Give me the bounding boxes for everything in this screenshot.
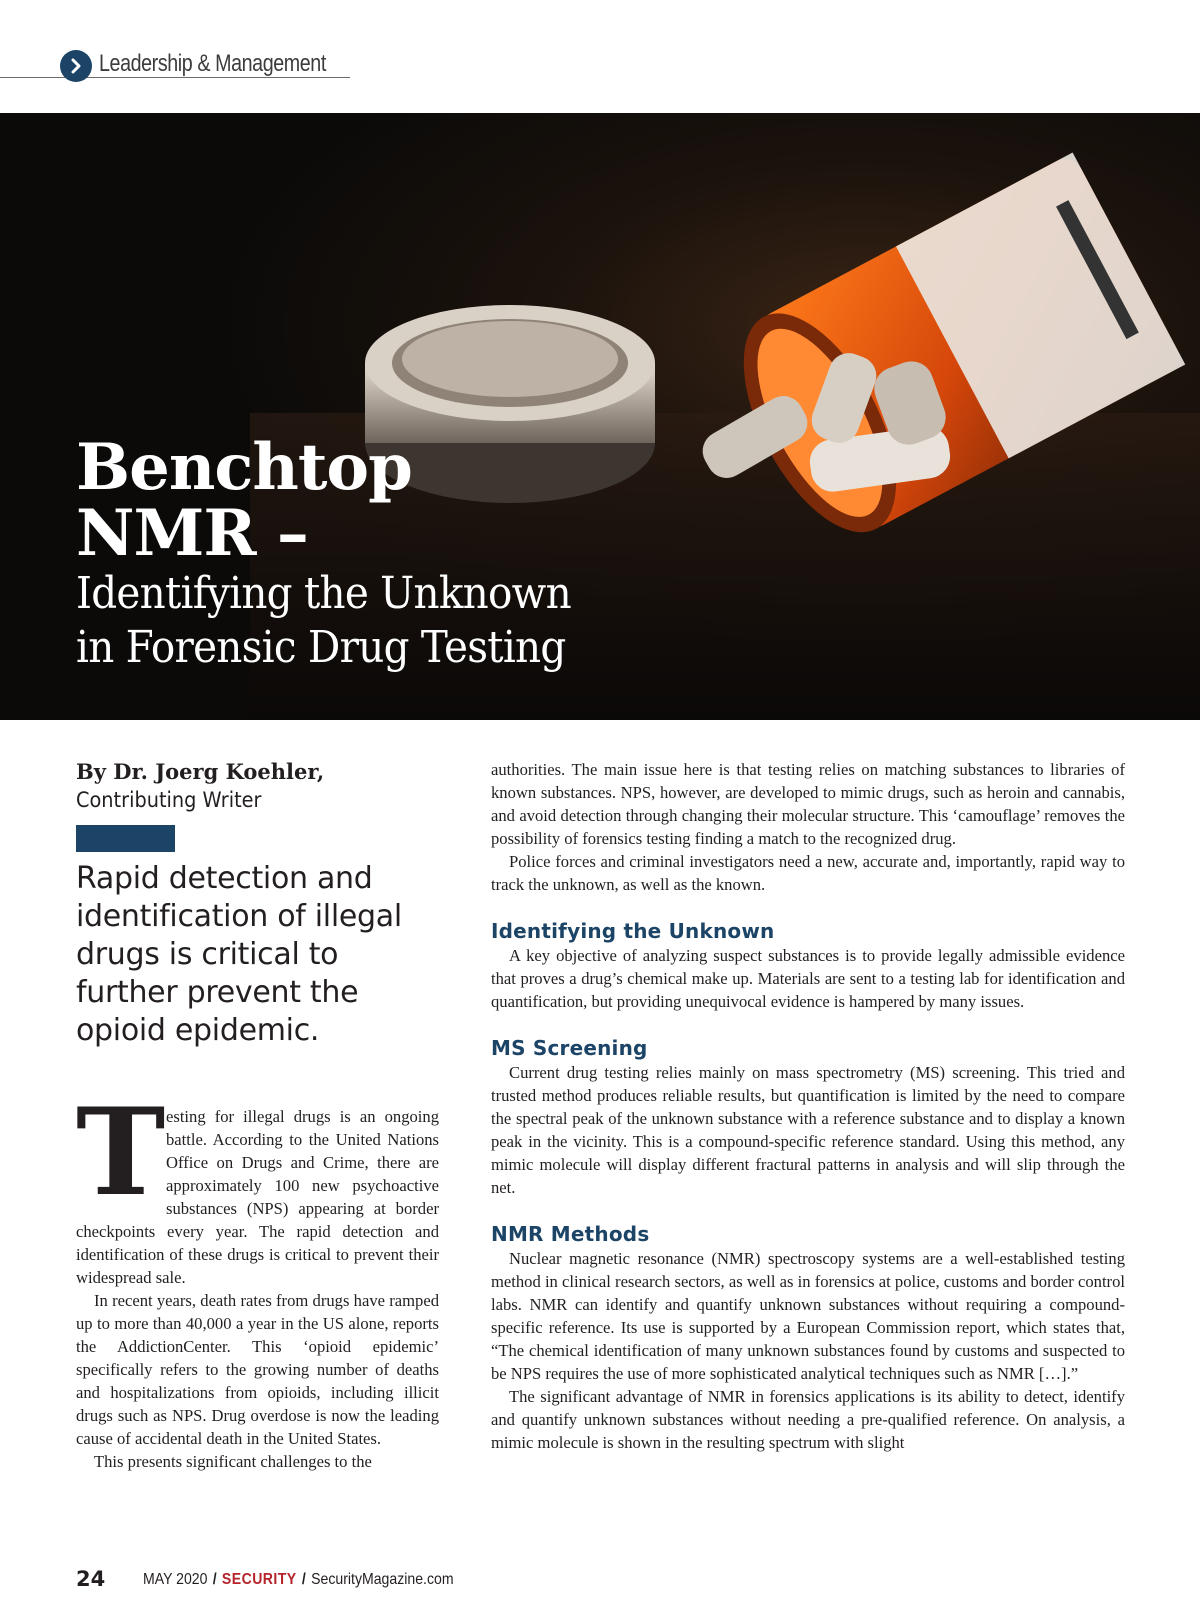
issue-date: MAY 2020 [143, 1571, 208, 1588]
paragraph: The significant advantage of NMR in forensics applications is its ability to detect, identify and quantify unknown substances without needing a pre-qualified reference. On analysis, a mimic molecule is shown in the resulting spectrum with slight [491, 1387, 1125, 1452]
author-role: Contributing Writer [76, 788, 262, 812]
subheading-nmr-methods: NMR Methods [491, 1222, 650, 1246]
separator: / [212, 1571, 217, 1588]
page-number: 24 [76, 1567, 106, 1591]
article-title [76, 430, 614, 675]
page-footer [76, 1567, 596, 1593]
left-column [76, 1082, 439, 1473]
paragraph: Police forces and criminal investigators need a new, accurate and, importantly, rapid way to track the unknown, as well as the known. [491, 852, 1125, 894]
section-label: Leadership & Management [99, 50, 326, 77]
subtitle-line-1: Identifying the Unknown [76, 568, 571, 619]
pull-quote: Rapid detection and identification of illegal drugs is critical to further prevent the opioid epidemic. [76, 861, 402, 1048]
paragraph: Current drug testing relies mainly on mass spectrometry (MS) screening. This tried and trusted method produces reliable results, but quantification is limited by the need to compare the spectral peak of the unknown substance with a reference substance and to display a known peak in the vicinity. This is a compound-specific reference standard. Using this method, any mimic molecule will display different fractural patterns in analysis and will slip through the net. [491, 1063, 1125, 1197]
hero-banner [0, 113, 1200, 720]
paragraph-text: esting for illegal drugs is an ongoing battle. According to the United Nations Office on Drugs and Crime, there are approximately 100 new psychoactive substances (NPS) appearing at border checkpoints every year. The rapid detection and identification of these drugs is critical to prevent their widespread sale. [76, 1107, 439, 1287]
subheading-identifying: Identifying the Unknown [491, 919, 775, 943]
title-line-2: NMR – [76, 496, 308, 571]
paragraph: A key objective of analyzing suspect substances is to provide legally admissible evidence that proves a drug’s chemical make up. Materials are sent to a testing lab for identification and quantification, but providing unequivocal evidence is hampered by many issues. [491, 946, 1125, 1011]
author-name: By Dr. Joerg Koehler, [76, 759, 325, 784]
byline [76, 758, 436, 814]
magazine-brand: SECURITY [221, 1571, 297, 1588]
paragraph: This presents significant challenges to the [94, 1452, 372, 1471]
section-tag [0, 44, 350, 84]
separator: / [301, 1571, 306, 1588]
paragraph: In recent years, death rates from drugs have ramped up to more than 40,000 a year in the US alone, reports the AddictionCenter. This ‘opioid epidemic’ specifically refers to the growing number of deaths and hospitalizations from opioids, including illicit drugs such as NPS. Drug overdose is now the leading cause of accidental death in the United States. [76, 1291, 439, 1448]
title-line-1: Benchtop [76, 430, 412, 505]
chevron-right-icon [60, 50, 92, 82]
website-link[interactable]: SecurityMagazine.com [311, 1571, 454, 1588]
subtitle-line-2: in Forensic Drug Testing [76, 622, 566, 673]
paragraph: Nuclear magnetic resonance (NMR) spectroscopy systems are a well-established testing method in clinical research sectors, as well as in forensics at police, customs and border control labs. NMR can identify and quantify unknown substances without requiring a compound-specific reference. Its use is supported by a European Commission report, which states that, “The chemical identification of many unknown substances found by customs and suspected to be NPS requires the use of more sophisticated analytical techniques such as NMR […].” [491, 1249, 1125, 1383]
right-column [491, 758, 1125, 1454]
subheading-ms-screening: MS Screening [491, 1036, 648, 1060]
footer-meta [143, 1571, 454, 1589]
paragraph [76, 1082, 439, 1289]
drop-cap: T [76, 1082, 166, 1223]
accent-bar [76, 825, 175, 852]
paragraph: authorities. The main issue here is that testing relies on matching substances to libraries of known substances. NPS, however, are developed to mimic drugs, such as heroin and cannabis, and avoid detection through changing their molecular structure. This ‘camouflage’ removes the possibility of forensics testing finding a match to the recognized drug. [491, 760, 1125, 848]
